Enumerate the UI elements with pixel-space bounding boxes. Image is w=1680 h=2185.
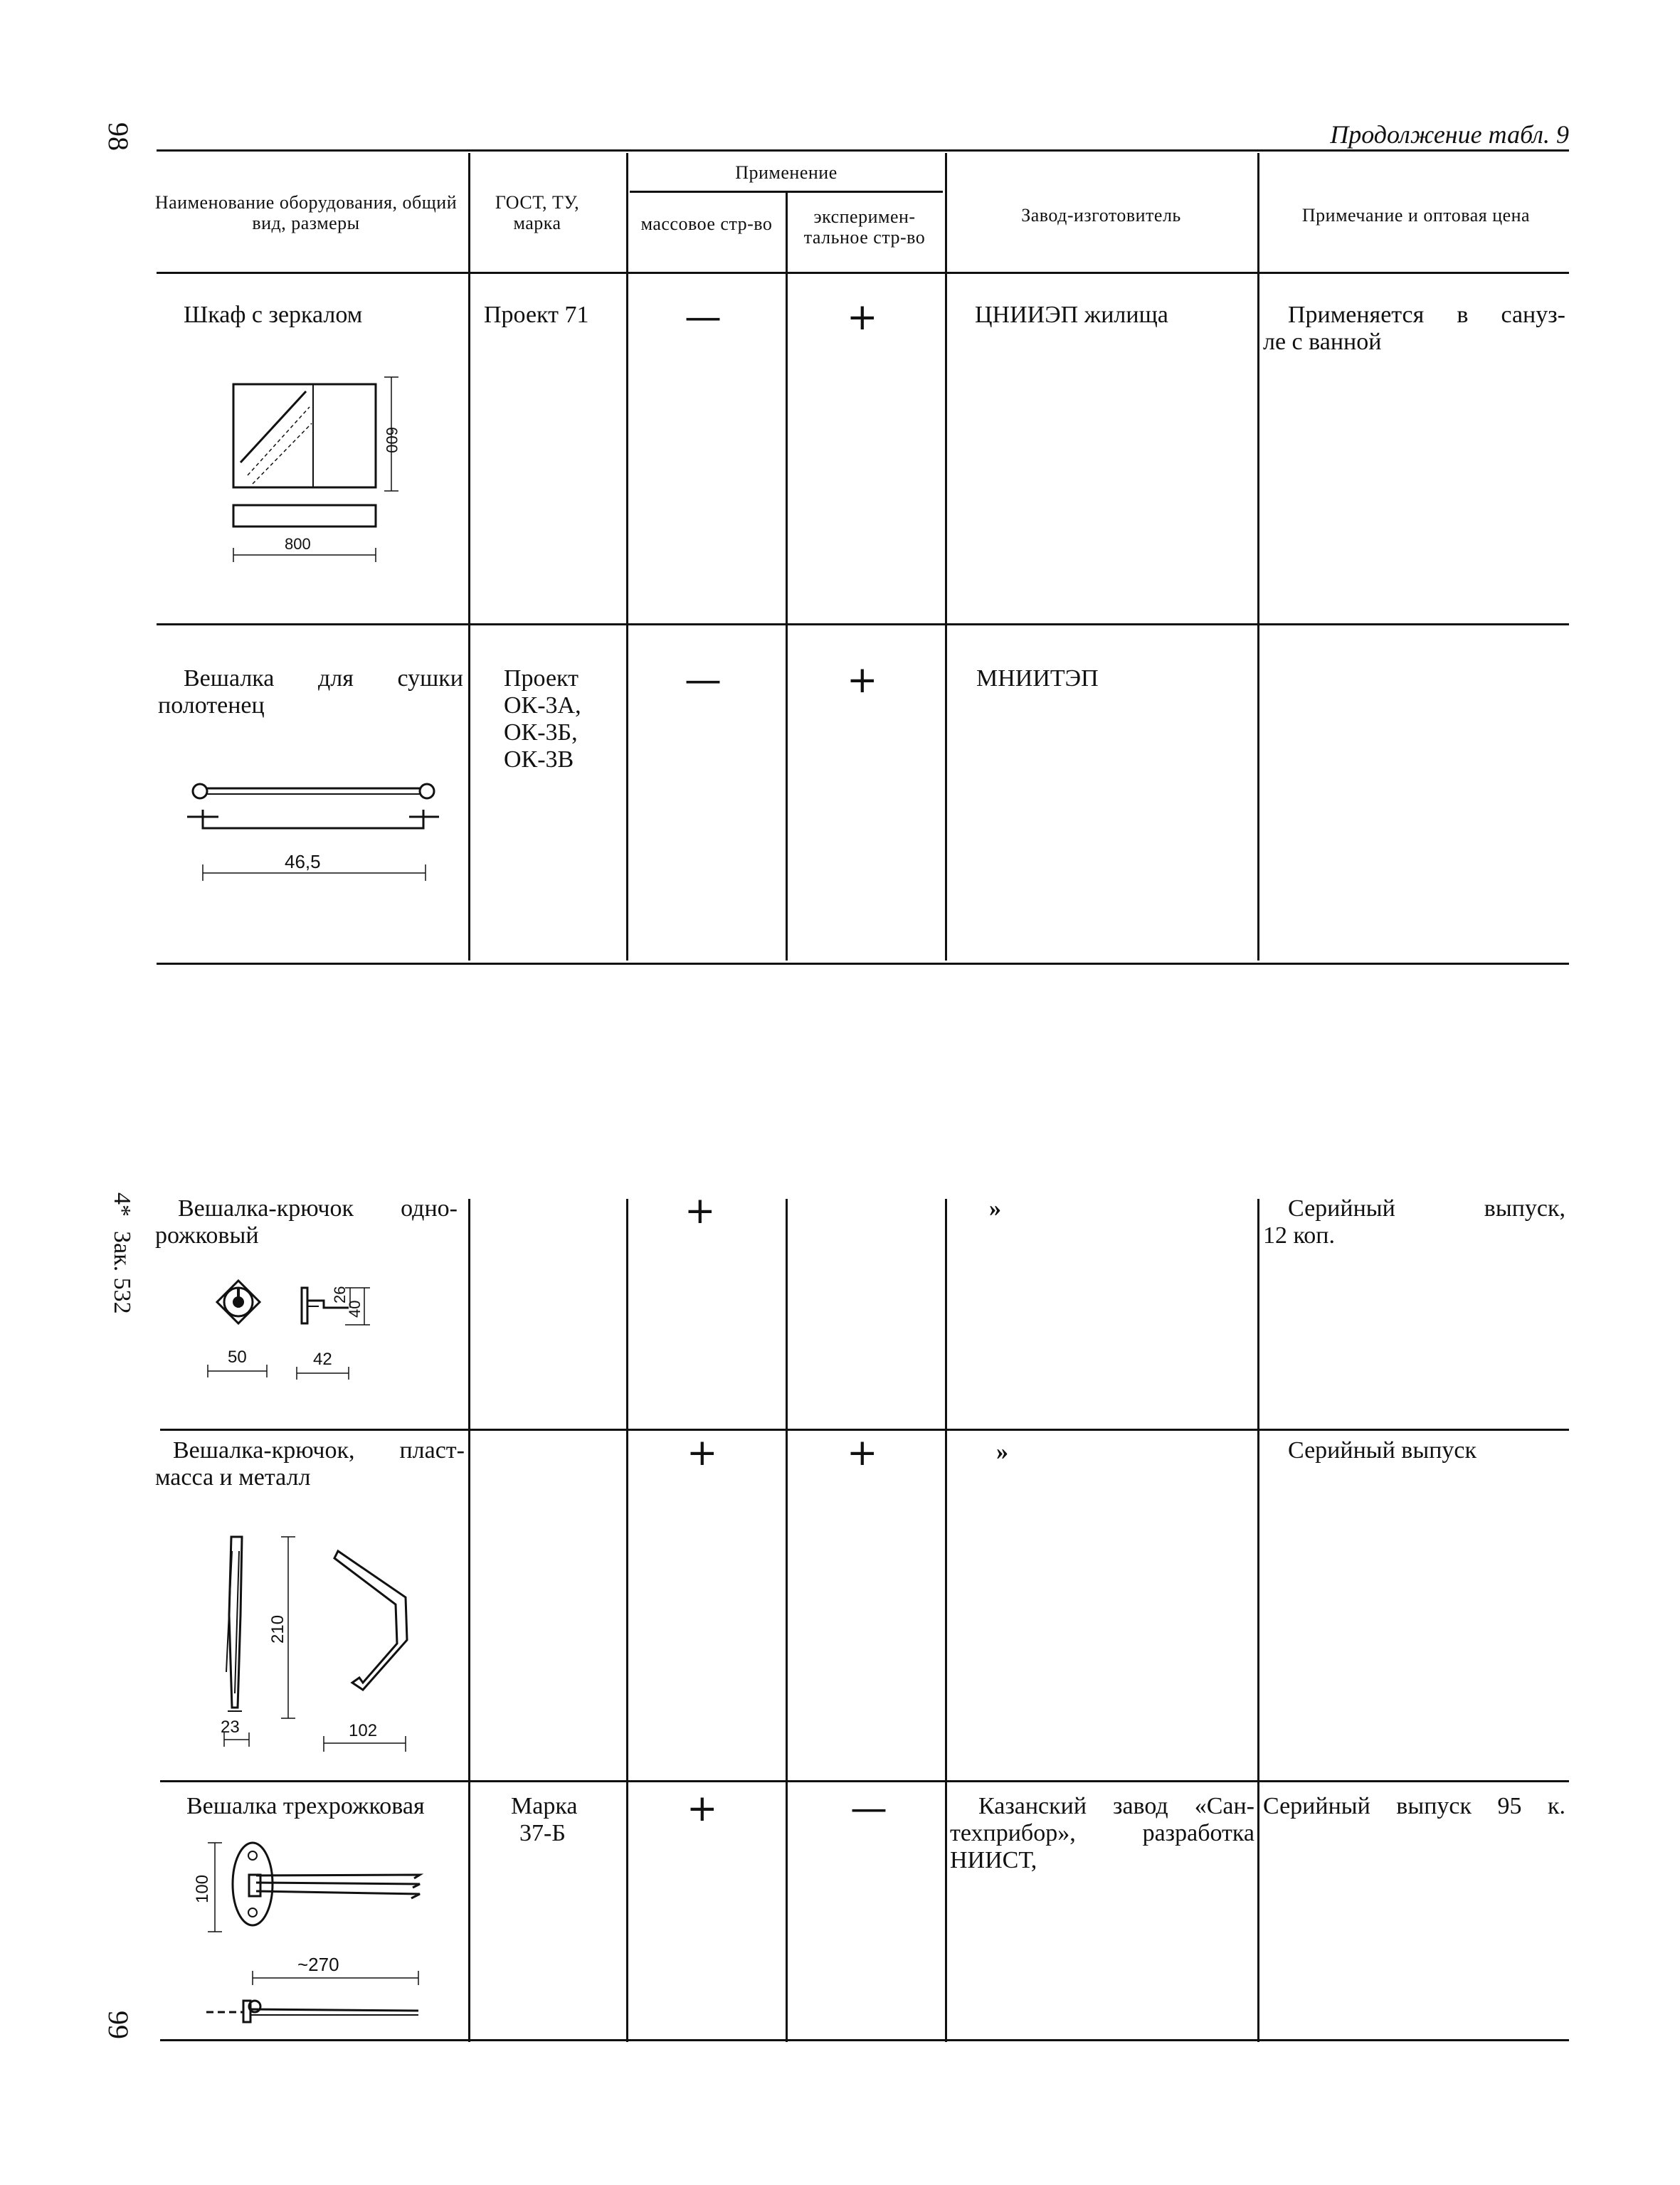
col-sep-3b	[786, 1199, 788, 2042]
three-hook-height-label: 100	[193, 1874, 212, 1903]
row1-note-line2: ле с ванной	[1263, 329, 1382, 355]
col-header-mass: массовое стр-во	[640, 213, 773, 234]
plastic-hook-depth-label: 102	[349, 1721, 378, 1740]
three-hook-length-label: ~270	[297, 1954, 339, 1975]
col-sep-1b	[468, 1199, 470, 2042]
row2-gost-line4: ОК-3В	[504, 746, 574, 773]
side-label-order: Зак. 532	[109, 1231, 135, 1314]
row1-mass: —	[685, 296, 722, 339]
row5-manufacturer-line2: техприбор», разработка	[950, 1820, 1254, 1846]
row2-gost-line1: Проект	[504, 665, 579, 692]
col-header-name: Наименование оборудования, общий вид, размеры	[154, 192, 458, 233]
hook-reach-label: 42	[313, 1350, 332, 1369]
row2-gost-line3: ОК-3Б,	[504, 719, 578, 746]
col-sep-5a	[1257, 153, 1259, 961]
header-bottom-rule	[157, 272, 1569, 274]
row3-mass: +	[685, 1190, 716, 1232]
side-label-top: 4*	[109, 1192, 135, 1217]
row2-experimental: +	[847, 659, 878, 702]
hook-outer-label: 40	[346, 1300, 364, 1318]
row4-note: Серийный выпуск	[1288, 1437, 1477, 1464]
single-hook-drawing	[199, 1266, 441, 1395]
row-rule-3	[160, 1429, 1569, 1431]
cabinet-width-label: 800	[285, 535, 311, 553]
row2-mass: —	[685, 659, 722, 702]
plastic-hook-width-label: 23	[221, 1718, 240, 1737]
row5-gost-line2: 37-Б	[519, 1820, 566, 1846]
header-top-rule	[157, 149, 1569, 152]
col-sep-3a	[786, 191, 788, 961]
row5-manufacturer-line1: Казанский завод «Сан-	[978, 1793, 1254, 1819]
row3-name-line2: рожковый	[155, 1222, 259, 1249]
col-sep-1a	[468, 153, 470, 961]
col-sep-4b	[945, 1199, 947, 2042]
row4-manufacturer: »	[996, 1439, 1008, 1465]
three-hook-drawing	[192, 1836, 441, 2028]
row5-mass: +	[687, 1787, 718, 1830]
towel-rail-length-label: 46,5	[285, 851, 321, 872]
row1-name: Шкаф с зеркалом	[184, 302, 363, 328]
row5-experimental: —	[850, 1787, 887, 1830]
plastic-hook-drawing	[206, 1530, 441, 1757]
col-header-manufacturer: Завод-изготовитель	[1021, 205, 1181, 226]
running-title: Продолжение табл. 9	[1330, 120, 1569, 149]
row2-name-line2: полотенец	[158, 692, 265, 719]
col-sep-4a	[945, 153, 947, 961]
row2-name-line1: Вешалка для сушки	[184, 665, 463, 692]
row2-gost-line2: ОК-3А,	[504, 692, 581, 719]
row3-name-line1: Вешалка-крючок одно-	[178, 1195, 458, 1222]
row1-gost: Проект 71	[484, 302, 589, 328]
plastic-hook-height-label: 210	[268, 1614, 287, 1644]
col-sep-2a	[626, 153, 628, 961]
row-rule-4	[160, 1780, 1569, 1782]
row4-experimental: +	[847, 1432, 878, 1474]
row-rule-1	[157, 623, 1569, 625]
row5-note: Серийный выпуск 95 к.	[1263, 1793, 1565, 1819]
mirror-cabinet-drawing	[213, 363, 427, 569]
hook-inner-label: 26	[331, 1286, 349, 1303]
left-page-number: 98	[102, 122, 134, 151]
row-rule-5	[160, 2039, 1569, 2041]
row5-name: Вешалка трехрожковая	[186, 1793, 425, 1819]
row3-manufacturer: »	[989, 1195, 1001, 1222]
row4-name-line1: Вешалка-крючок, пласт-	[173, 1437, 465, 1464]
col-sep-2b	[626, 1199, 628, 2042]
row3-note-line2: 12 коп.	[1263, 1222, 1335, 1249]
col-sep-5b	[1257, 1199, 1259, 2042]
row4-name-line2: масса и металл	[155, 1464, 311, 1491]
right-page-number: 99	[102, 2011, 134, 2039]
col-header-application: Применение	[735, 162, 838, 183]
row1-manufacturer: ЦНИИЭП жилища	[975, 302, 1168, 328]
towel-rail-drawing	[181, 768, 452, 896]
row5-gost-line1: Марка	[511, 1793, 578, 1819]
col-header-note: Примечание и оптовая цена	[1301, 205, 1531, 226]
cabinet-height-label: 600	[383, 427, 401, 453]
col-header-experimental: эксперимен-тальное стр-во	[803, 206, 926, 248]
row5-manufacturer-line3: НИИСТ,	[950, 1847, 1037, 1873]
row1-note-line1: Применяется в сануз-	[1288, 302, 1565, 328]
row1-experimental: +	[847, 296, 878, 339]
row4-mass: +	[687, 1432, 718, 1474]
row3-note-line1: Серийный выпуск,	[1288, 1195, 1565, 1222]
row2-manufacturer: МНИИТЭП	[976, 665, 1099, 692]
row-rule-2	[157, 963, 1569, 965]
col-header-gost: ГОСТ, ТУ, марка	[495, 192, 580, 233]
hook-plate-label: 50	[228, 1348, 247, 1367]
